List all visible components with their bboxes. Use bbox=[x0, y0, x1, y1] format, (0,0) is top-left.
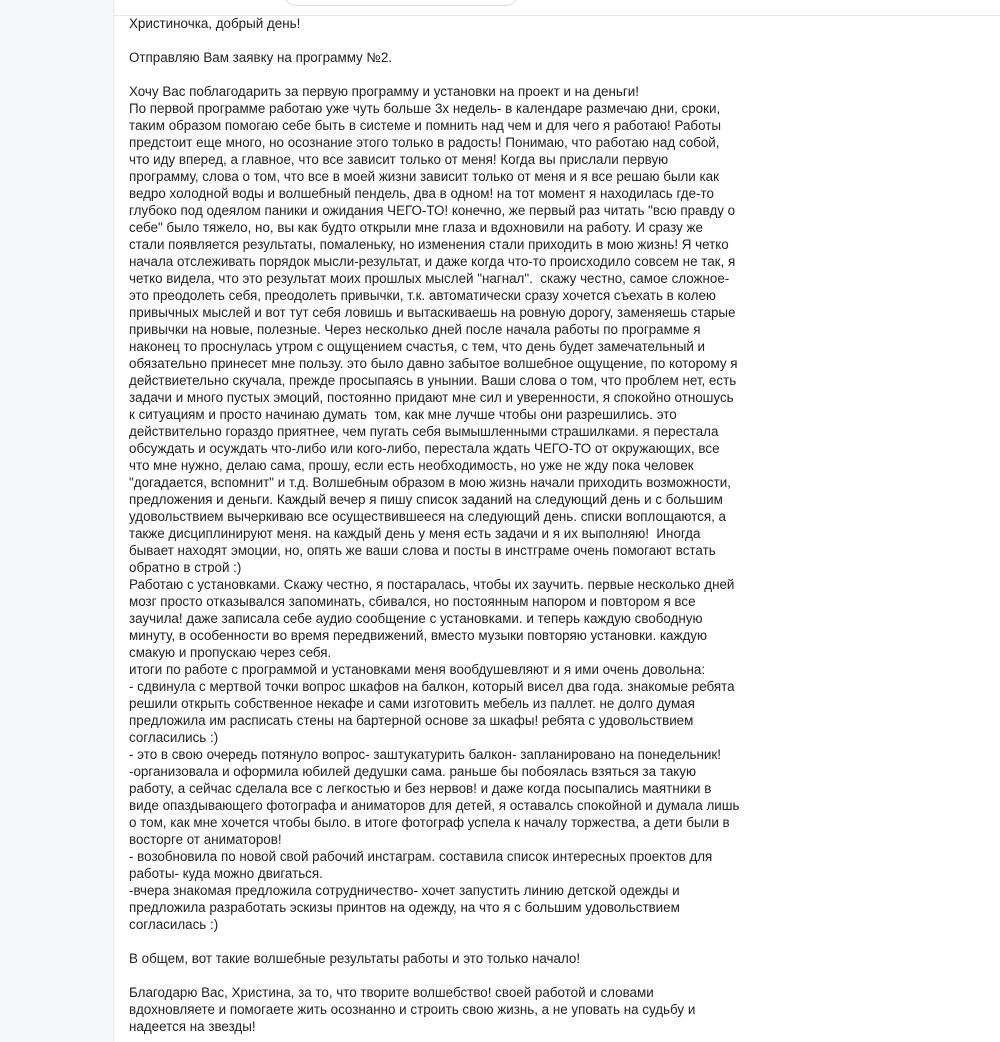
message-text-line: что мне нужно, делаю сама, прошу, если есть необходимость, но уже не жду пока человек bbox=[129, 458, 694, 473]
message-text-line: удовольствием вычеркиваю все осуществившееся на следующий день. списки воплощаются, а bbox=[129, 509, 726, 524]
message-text-line: стали появляется результаты, помаленьку, но изменения стали приходить в мою жизнь! Я четко bbox=[129, 237, 729, 252]
message-text-line: начала отслеживать порядок мысли-результат, и даже когда что-то происходило совсем не так, я bbox=[129, 254, 736, 269]
message-intro: Отправляю Вам заявку на программу №2. bbox=[129, 50, 393, 65]
top-toolbar bbox=[114, 0, 1000, 16]
message-text-line: смакую и пропускаю через себя. bbox=[129, 645, 332, 660]
message-text-line: действиетельно скучала, прежде просыпаясь в унынии. Ваши слова о том, что проблем нет, есть bbox=[129, 373, 737, 388]
message-text-line: минуту, в особенности во время передвижений, вместо музыки повторяю установки. каждую bbox=[129, 628, 707, 643]
message-text-line: решили открыть собственное некафе и сами изготовить мебель из паллет. не долго думая bbox=[129, 696, 695, 711]
message-text-line: обсуждать и осуждать что-либо или кого-либо, перестала ждать ЧЕГО-ТО от окружающих, все bbox=[129, 441, 720, 456]
message-text-line: бывает находят эмоции, но, опять же ваши слова и посты в инстграме очень помогают встать bbox=[129, 543, 716, 558]
blank-line bbox=[129, 66, 989, 83]
email-message-body bbox=[129, 15, 989, 1035]
message-text-line: также дисциплинируют меня. на каждый день у меня есть задачи и я их выполняю! Иногда bbox=[129, 526, 701, 541]
message-text-line: - сдвинула с мертвой точки вопрос шкафов на балкон, который висел два года. знакомые ребята bbox=[129, 679, 735, 694]
message-text-line: -вчера знакомая предложила сотрудничество- хочет запустить линию детской одежды и bbox=[129, 883, 680, 898]
message-text-line: себе" было тяжело, но, вы как будто открыли мне глаза и вдохновили на работу. И сразу же bbox=[129, 220, 703, 235]
message-text-line: восторге от аниматоров! bbox=[129, 832, 282, 847]
message-text-line: -организовала и оформила юбилей дедушки сама. раньше бы побоялась взяться за такую bbox=[129, 764, 697, 779]
message-text-line: таким образом помогаю себе быть в системе и помнить над чем и для чего я работаю! Работы bbox=[129, 118, 722, 133]
message-text-line: предложения и деньги. Каждый вечер я пишу список заданий на следующий день и с большим bbox=[129, 492, 723, 507]
message-text-line: о том, как мне хочется чтобы было. в итоге фотограф успела к началу торжества, а дети были в bbox=[129, 815, 730, 830]
message-text-line: согласились :) bbox=[129, 730, 219, 745]
message-text-line: работы- куда можно двигаться. bbox=[129, 866, 323, 881]
message-text-line: мозг просто отказывался запоминать, сбивался, но постоянным напором и повтором я все bbox=[129, 594, 696, 609]
message-text-line: согласилась :) bbox=[129, 917, 219, 932]
closing-text-line: надеется на звезды! bbox=[129, 1019, 256, 1034]
toolbar-input-edge[interactable] bbox=[284, 0, 518, 6]
blank-line bbox=[129, 967, 989, 984]
message-text-line: итоги по работе с программой и установками меня вообдушевляют и я ими очень довольна: bbox=[129, 662, 706, 677]
message-text-line: глубоко под одеялом паники и ожидания ЧЕГО-ТО! конечно, же первый раз читать "всю правду о bbox=[129, 203, 736, 218]
closing-text-line: вдохновляете и помогаете жить осознанно и строить свою жизнь, а не уповать на судьбу и bbox=[129, 1002, 696, 1017]
message-text-line: предстоит еще много, но осознание этого только в радость! Понимаю, что работаю над собой, bbox=[129, 135, 720, 150]
message-text-line: к ситуациям и просто начинаю думать том, как мне лучше чтобы они разрешились. это bbox=[129, 407, 677, 422]
message-text-line: наконец то проснулась утром с ощущением счастья, с тем, что день будет замечательный и bbox=[129, 339, 706, 354]
message-closing bbox=[129, 984, 989, 1035]
message-text-line: - это в свою очередь потянуло вопрос- заштукатурить балкон- запланировано на понедельник! bbox=[129, 747, 721, 762]
message-text-line: Работаю с установками. Скажу честно, я постаралась, чтобы их заучить. первые несколько дней bbox=[129, 577, 735, 592]
message-greeting: Христиночка, добрый день! bbox=[129, 16, 301, 31]
message-paragraph bbox=[129, 83, 989, 933]
message-text-line: По первой программе работаю уже чуть больше 3х недель- в календаре размечаю дни, сроки, bbox=[129, 101, 721, 116]
message-text-line: предложила разработать эскизы принтов на одежду, на что я с большим удовольствием bbox=[129, 900, 680, 915]
message-text-line: привычки на новые, полезные. Через несколько дней после начала работы по программе я bbox=[129, 322, 701, 337]
message-text-line: это преодолеть себя, преодолеть привычки, т.к. автоматически сразу хочется съехать в колею bbox=[129, 288, 716, 303]
message-text-line: заучила! даже записала себе аудио сообщение с установками. и теперь каждую свободную bbox=[129, 611, 703, 626]
message-text-line: четко видела, что это результат моих прошлых мыслей "нагнал". скажу честно, самое сложное- bbox=[129, 271, 730, 286]
message-text-line: Хочу Вас поблагодарить за первую программу и установки на проект и на деньги! bbox=[129, 84, 639, 99]
left-sidebar-gutter bbox=[0, 0, 114, 1042]
message-text-line: "догадается, вспомнит" и т.д. Волшебным образом в мою жизнь начали приходить возможности, bbox=[129, 475, 731, 490]
message-text-line: привычных мыслей и вот тут себя ловишь и вытаскиваешь на ровную дорогу, заменяешь старые bbox=[129, 305, 736, 320]
message-text-line: работу, а сейчас сделала все с легкостью и без нервов! и даже когда посыпались маятники в bbox=[129, 781, 712, 796]
message-text-line: задачи и много пустых эмоций, постоянно придают мне сил и уверенности, я спокойно отношусь bbox=[129, 390, 734, 405]
message-text-line: предложила им расписать стены на бартерной основе за шкафы! ребята с удовольствием bbox=[129, 713, 694, 728]
message-text-line: действительно гораздо приятнее, чем пугать себя вымышленными страшилками. я перестала bbox=[129, 424, 719, 439]
blank-line bbox=[129, 933, 989, 950]
message-text-line: виде опаздывающего фотографа и аниматоров для детей, я оставалсь спокойной и думала лишь bbox=[129, 798, 740, 813]
message-text-line: обязательно принесет мне пользу. это было давно забытое волшебное ощущение, по которому я bbox=[129, 356, 738, 371]
message-text-line: ведро холодной воды и волшебный пендель, два в одном! на тот момент я находилась где-то bbox=[129, 186, 714, 201]
message-summary: В общем, вот такие волшебные результаты работы и это только начало! bbox=[129, 951, 581, 966]
blank-line bbox=[129, 32, 989, 49]
message-text-line: программу, слова о том, что все в моей жизни зависит только от меня и я все решаю были как bbox=[129, 169, 719, 184]
message-text-line: что иду вперед, а главное, что все зависит только от меня! Когда вы прислали первую bbox=[129, 152, 669, 167]
message-text-line: - возобновила по новой свой рабочий инстаграм. составила список интересных проектов для bbox=[129, 849, 713, 864]
closing-text-line: Благодарю Вас, Христина, за то, что творите волшебство! своей работой и словами bbox=[129, 985, 654, 1000]
message-text-line: обратно в строй :) bbox=[129, 560, 242, 575]
